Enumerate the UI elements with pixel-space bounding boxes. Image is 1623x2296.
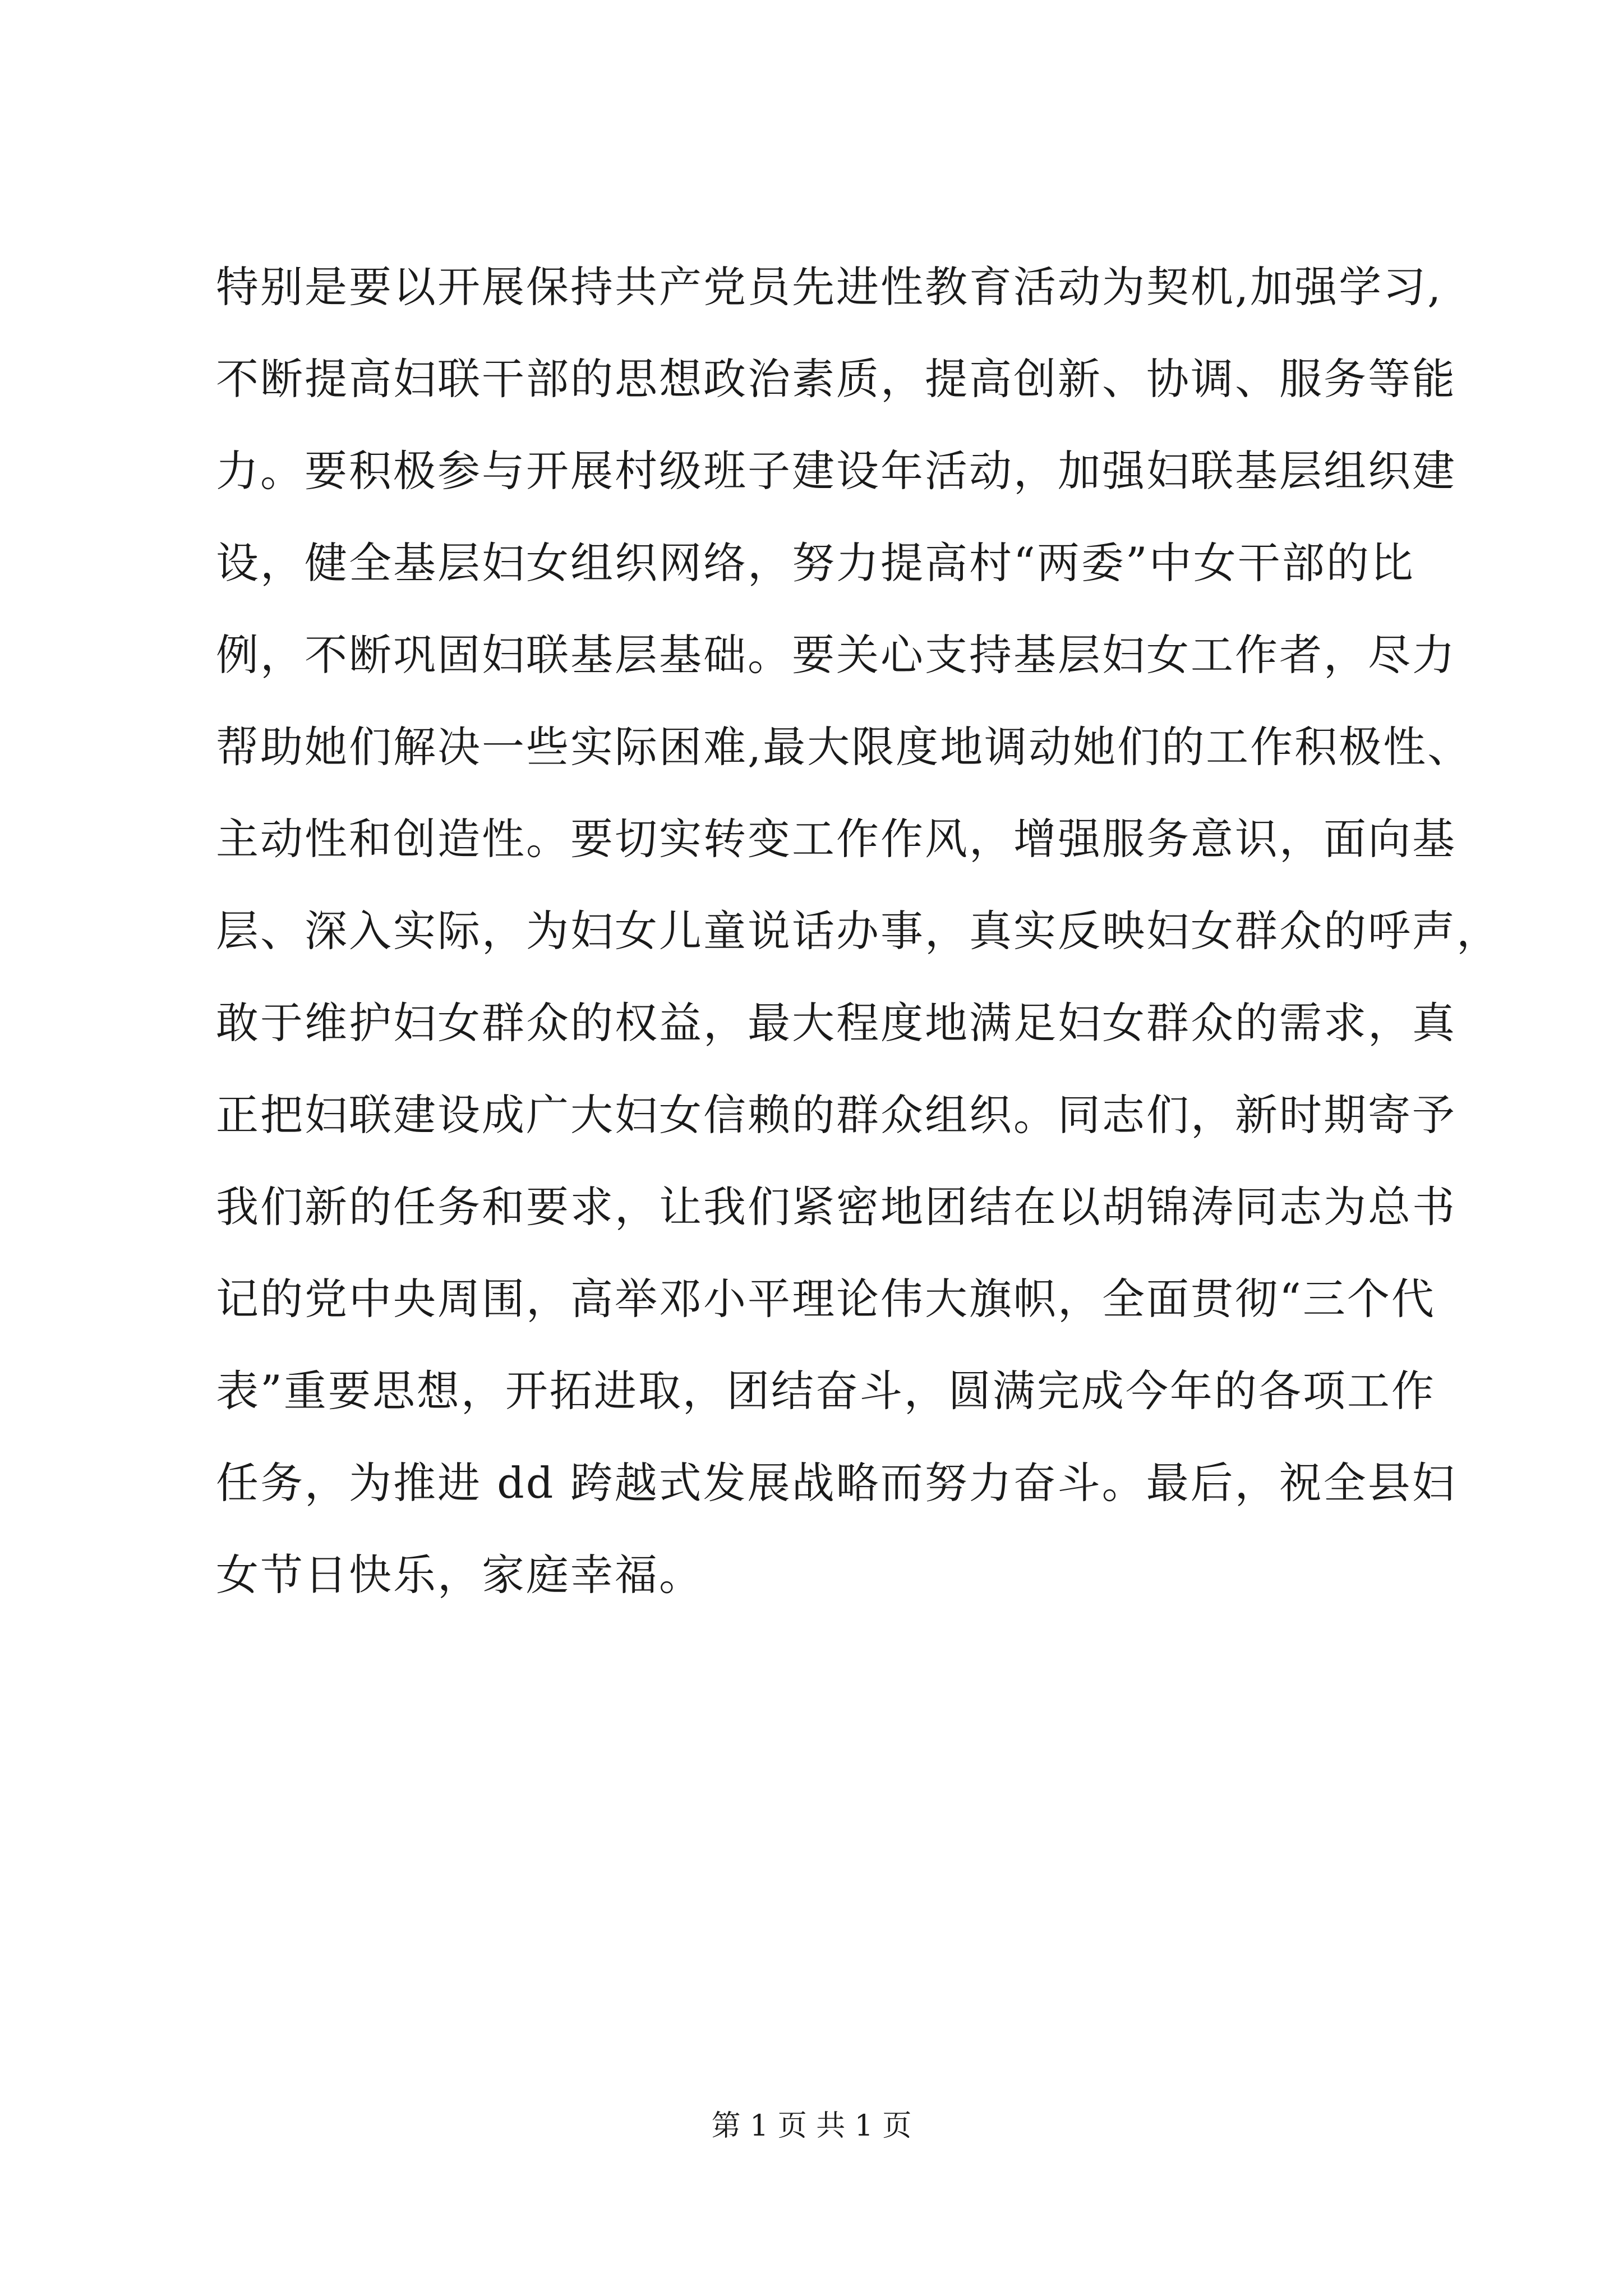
text-line: 不断提高妇联干部的思想政治素质，提高创新、协调、服务等能: [216, 354, 1456, 404]
text-line: 例，不断巩固妇联基层基础。要关心支持基层妇女工作者，尽力: [216, 630, 1456, 680]
text-line: 表”重要思想，开拓进取，团结奋斗，圆满完成今年的各项工作: [216, 1366, 1436, 1416]
text-line: 设，健全基层妇女组织网络，努力提高村“两委”中女干部的比: [216, 538, 1415, 588]
text-line: 主动性和创造性。要切实转变工作作风，增强服务意识，面向基: [216, 814, 1456, 864]
body-paragraph: [216, 241, 1501, 1621]
text-line: 层、深入实际，为妇女儿童说话办事，真实反映妇女群众的呼声，: [216, 906, 1501, 956]
text-line: 特别是要以开展保持共产党员先进性教育活动为契机,加强学习,: [216, 262, 1443, 312]
text-line: 力。要积极参与开展村级班子建设年活动，加强妇联基层组织建: [216, 446, 1456, 496]
text-line: 正把妇联建设成广大妇女信赖的群众组织。同志们，新时期寄予: [216, 1090, 1456, 1140]
text-line: 我们新的任务和要求，让我们紧密地团结在以胡锦涛同志为总书: [216, 1182, 1456, 1232]
text-line: 任务，为推进 dd 跨越式发展战略而努力奋斗。最后，祝全县妇: [216, 1458, 1456, 1508]
text-line: 敢于维护妇女群众的权益，最大程度地满足妇女群众的需求，真: [216, 998, 1456, 1048]
text-line: 女节日快乐，家庭幸福。: [216, 1550, 703, 1600]
text-line: 帮助她们解决一些实际困难,最大限度地调动她们的工作积极性、: [216, 722, 1472, 772]
page-number-footer: 第 1 页 共 1 页: [711, 2109, 912, 2143]
text-line: 记的党中央周围，高举邓小平理论伟大旗帜，全面贯彻“三个代: [216, 1274, 1436, 1324]
